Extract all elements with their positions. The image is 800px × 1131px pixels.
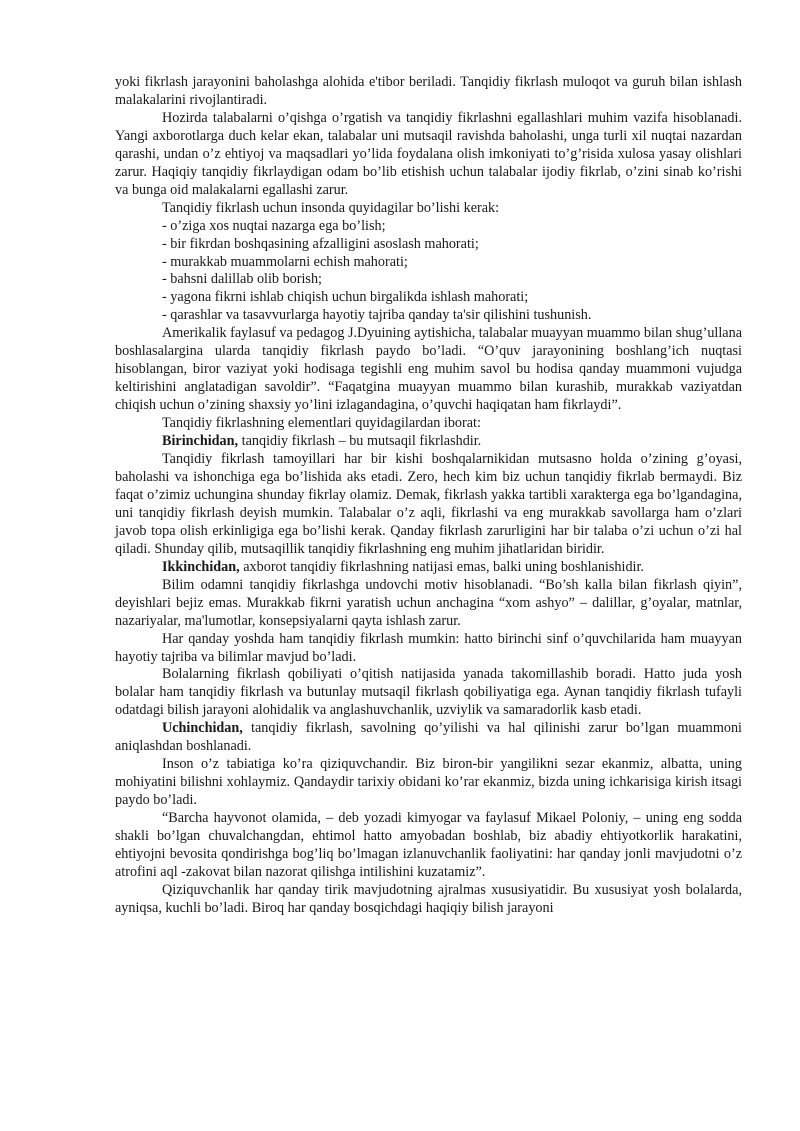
paragraph: Amerikalik faylasuf va pedagog J.Dyuining aytishicha, talabalar muayyan muammo bilan shug’ullana boshlasalargina ularda tanqidiy fikrlash paydo bo’ladi. “O’quv jarayonining boshlang’ich nuqtasi hisoblangan, biror vaziyat yoki hodisaga tegishli eng muhim savol bu hodisa qanday muammoni vujudga keltirishini anglatadigan savoldir”. “Faqatgina muayyan muammo bilan kurashib, murakkab vaziyatdan chiqish uchun o’zining shaxsiy yo’lini izlagandagina, o’quvchi haqiqatan ham fikrlaydi”. bbox=[115, 325, 742, 414]
list-item: - o’ziga xos nuqtai nazarga ega bo’lish; bbox=[162, 217, 386, 234]
list-item: - bir fikrdan boshqasining afzalligini asoslash mahorati; bbox=[162, 235, 479, 252]
document-page bbox=[115, 74, 742, 918]
list-item: - qarashlar va tasavvurlarga hayotiy tajriba qanday ta'sir qilishini tushunish. bbox=[162, 307, 592, 324]
list-item: - bahsni dalillab olib borish; bbox=[162, 271, 322, 288]
paragraph: Tanqidiy fikrlash tamoyillari har bir kishi boshqalarnikidan mutsasno holda o’zining g’oyasi, baholashi va ishonchiga ega bo’lishida aks etadi. Zero, hech kim biz uchun tanqidiy fikrlab bermaydi. Biz faqat o’zimiz uchungina shunday fikrlay olamiz. Demak, fikrlash yakka tartibli xarakterga ega bo’lgandagina, uni tanqidiy fikrlash deyish mumkin. Talabalar o’z aqli, fikrlashi va eng murakkab savollarga ham o’zlari javob topa olish erkinligiga ega bo’lishi kerak. Qanday fikrlash zarurligini har bir talaba o’zi uchun o’zi hal qiladi. Shunday qilib, mutsaqillik tanqidiy fikrlashning eng muhim jihatlaridan biridir. bbox=[115, 451, 742, 557]
quote-paragraph: “Barcha hayvonot olamida, – deb yozadi kimyogar va faylasuf Mikael Poloniy, – uning eng sodda shakli bo’lgan chuvalchangdan, ehtimol hatto amyobadan boshlab, biz abadiy ehtiyotkorlik harakatini, ehtiyojni bevosita qondirishga bog’liq bo’lmagan izlanuvchanlik faoliyatini: har qanday jonli mavjudotni o’z atrofini aql -zakovat bilan nazorat qilishga intilishini kuzatamiz”. bbox=[115, 810, 742, 880]
element-heading bbox=[115, 559, 742, 577]
list-item: - murakkab muammolarni echish mahorati; bbox=[162, 253, 408, 270]
paragraph: Hozirda talabalarni o’qishga o’rgatish va tanqidiy fikrlashni egallashlari muhim vazifa hisoblanadi. Yangi axborotlarga duch kelar ekan, talabalar uni mutsaqil ravishda baholashi, unga turli xil nuqtai nazardan qarashi, undan o’z ehtiyoj va maqsadlari yo’lida foydalana olish imkoniyati to’g’risida xulosa yasay olishlari zarur. Haqiqiy tanqidiy fikrlaydigan odam bo’lib etishish uchun talabalar ijodiy fikrlab, o’zini sinab ko’rishi va bunga oid malakalarni egallashi zarur. bbox=[115, 109, 742, 198]
list-item: - yagona fikrni ishlab chiqish uchun birgalikda ishlash mahorati; bbox=[162, 289, 529, 306]
element-lead: Ikkinchidan, bbox=[162, 558, 240, 575]
paragraph: yoki fikrlash jarayonini baholashga alohida e'tibor beriladi. Tanqidiy fikrlash muloqot va guruh bilan ishlash malakalarini rivojlantiradi. bbox=[115, 74, 742, 108]
paragraph: Bolalarning fikrlash qobiliyati o’qitish natijasida yanada takomillashib boradi. Hatto juda yosh bolalar ham tanqidiy fikrlash va butunlay mutsaqil fikrlash qobiliyatiga ega. Aynan tanqidiy fikrlash tufayli odatdagi bilish jarayoni alohidalik va anglashuvchanlik, uzviylik va samaradorlik kasb etadi. bbox=[115, 666, 742, 719]
paragraph: Inson o’z tabiatiga ko’ra qiziquvchandir. Biz biron-bir yangilikni sezar ekanmiz, albatta, uning mohiyatini bilishni xohlaymiz. Qandaydir tarixiy obidani ko’rar ekanmiz, bizda uning ichkarisiga kirish itsagi paydo bo’ladi. bbox=[115, 756, 742, 809]
paragraph: Qiziquvchanlik har qanday tirik mavjudotning ajralmas xususiyatidir. Bu xususiyat yosh bolalarda, ayniqsa, kuchli bo’ladi. Biroq har qanday bosqichdagi haqiqiy bilish jarayoni bbox=[115, 881, 742, 916]
list-intro: Tanqidiy fikrlash uchun insonda quyidagilar bo’lishi kerak: bbox=[162, 199, 500, 216]
paragraph: Tanqidiy fikrlashning elementlari quyidagilardan iborat: bbox=[162, 415, 481, 432]
element-lead: Birinchidan, bbox=[162, 433, 239, 450]
paragraph: Har qanday yoshda ham tanqidiy fikrlash mumkin: hatto birinchi sinf o’quvchilarida ham muayyan hayotiy tajriba va bilimlar mavjud bo’ladi. bbox=[115, 630, 742, 665]
element-heading bbox=[115, 433, 742, 451]
element-text: tanqidiy fikrlash, savolning qo’yilishi va hal qilinishi zarur bo’lgan muammoni aniqlashdan boshlanadi. bbox=[115, 720, 742, 755]
element-heading bbox=[115, 720, 742, 756]
element-text: axborot tanqidiy fikrlashning natijasi emas, balki uning boshlanishidir. bbox=[239, 558, 644, 575]
element-lead: Uchinchidan, bbox=[162, 720, 243, 737]
paragraph: Bilim odamni tanqidiy fikrlashga undovchi motiv hisoblanadi. “Bo’sh kalla bilan fikrlash qiyin”, deyishlari bejiz emas. Murakkab fikrni yaratish uchun anchagina “xom ashyo” – dalillar, g’oyalar, matnlar, nazariyalar, ma'lumotlar, konsepsiyalarni qayta ishlash zarur. bbox=[115, 576, 742, 629]
element-text: tanqidiy fikrlash – bu mutsaqil fikrlashdir. bbox=[238, 433, 482, 450]
